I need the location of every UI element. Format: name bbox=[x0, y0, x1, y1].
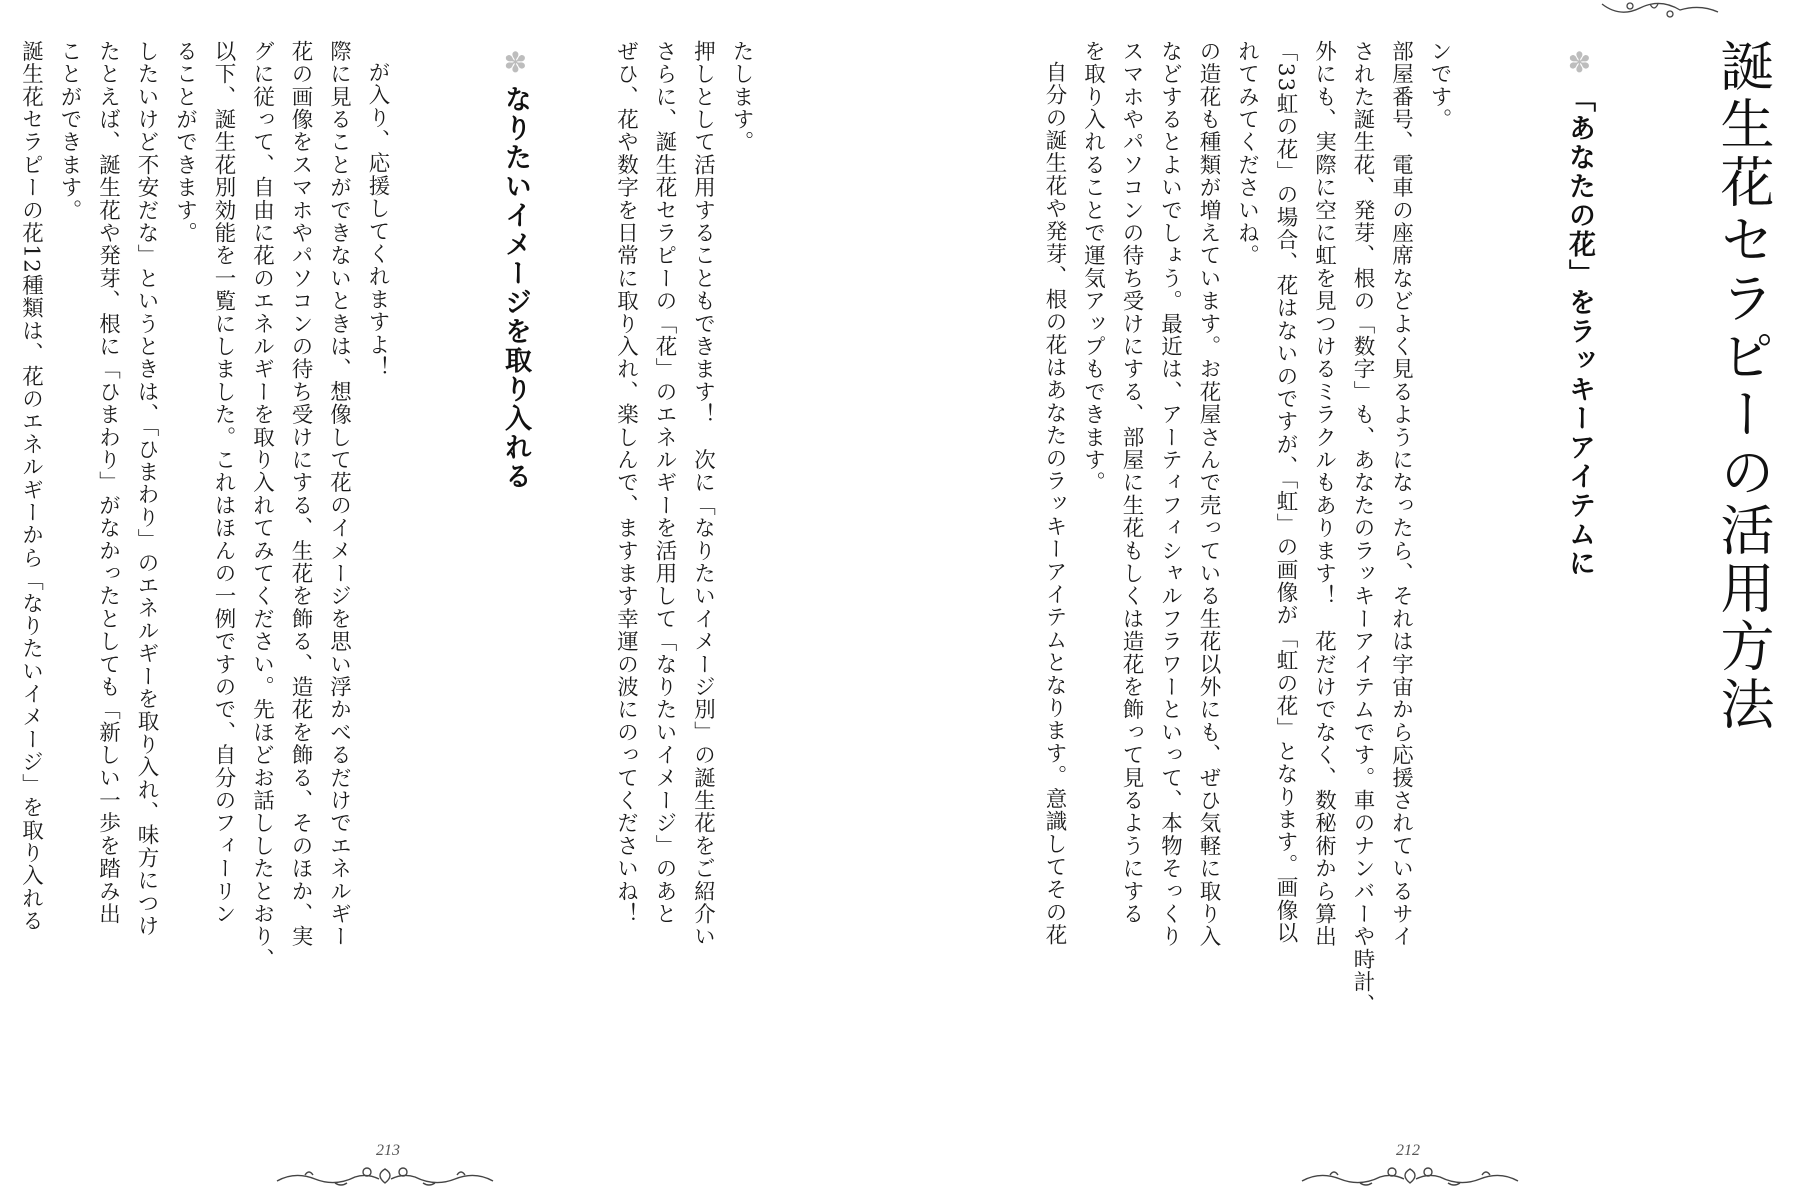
text-line: 誕生花セラピーの花12種類は、花のエネルギーから「なりたいイメージ」を取り入れる bbox=[18, 40, 44, 933]
text-line: スマホやパソコンの待ち受けにする、部屋に生花もしくは造花を飾って見るようにする bbox=[1119, 40, 1144, 926]
top-paragraph bbox=[600, 40, 760, 1090]
text-line: の造花も種類が増えています。お花屋さんで売っている生花以外にも、ぜひ気軽に取り入 bbox=[1196, 40, 1221, 948]
text-line: 自分の誕生花や発芽、根の花はあなたのラッキーアイテムとなります。意識してその花 bbox=[1042, 61, 1067, 947]
text-line: ンです。 bbox=[1427, 40, 1452, 131]
text-line: ることができます。 bbox=[172, 40, 198, 245]
text-line: ことができます。 bbox=[57, 40, 82, 222]
text-line: を取り入れることで運気アップもできます。 bbox=[1080, 40, 1106, 494]
text-line: 部屋番号、電車の座席などよく見るようになったら、それは宇宙から応援されているサイ bbox=[1388, 40, 1414, 948]
section1-heading bbox=[1560, 46, 1599, 578]
right-page bbox=[900, 0, 1800, 1200]
text-line: さらに、誕生花セラピーの「花」のエネルギーを活用して「なりたいイメージ」のあと bbox=[652, 40, 677, 926]
flower-icon: ✽ bbox=[499, 46, 532, 81]
flower-icon: ✽ bbox=[1563, 46, 1596, 81]
section1-body bbox=[1028, 40, 1458, 1090]
text-line: などするとよいでしょう。最近は、アーティフィシャルフラワーといって、本物そっくり bbox=[1157, 40, 1183, 948]
page-title: 誕生花セラピーの活用方法 bbox=[1712, 38, 1775, 734]
page-number-left: 213 bbox=[376, 1142, 400, 1159]
text-line: 押しとして活用することもできます！ 次に「なりたいイメージ別」の誕生花をご紹介い bbox=[690, 40, 716, 948]
text-line: 花の画像をスマホやパソコンの待ち受けにする、生花を飾る、造花を飾る、そのほか、実 bbox=[288, 40, 313, 948]
text-line: が入り、応援してくれますよ！ bbox=[365, 61, 390, 379]
section2-heading bbox=[496, 46, 535, 491]
section2-heading-text: なりたいイメージを取り入れる bbox=[500, 85, 531, 491]
text-line: 「33虹の花」の場合、花はないのですが、「虹」の画像が「虹の花」となります。画像以 bbox=[1273, 40, 1298, 945]
text-line: ぜひ、花や数字を日常に取り入れ、楽しんで、ますます幸運の波にのってくださいね！ bbox=[613, 40, 639, 926]
text-line: たします。 bbox=[729, 40, 754, 154]
text-line: したいけど不安だな」というときは、「ひまわり」のエネルギーを取り入れ、味方につけ bbox=[134, 40, 159, 938]
page-number-right: 212 bbox=[1396, 1142, 1420, 1159]
flourish-ornament-icon bbox=[275, 1163, 495, 1189]
text-line: 際に見ることができないときは、想像して花のイメージを思い浮かべるだけでエネルギー bbox=[326, 40, 352, 948]
text-line: 外にも、実際に空に虹を見つけるミラクルもあります！ 花だけでなく、数秘術から算出 bbox=[1311, 40, 1337, 948]
text-line: 以下、誕生花別効能を一覧にしました。これはほんの一例ですので、自分のフィーリン bbox=[211, 40, 236, 926]
text-line: された誕生花、発芽、根の「数字」も、あなたのラッキーアイテムです。車のナンバーや時計、 bbox=[1350, 40, 1375, 1017]
corner-flourish-icon bbox=[1600, 0, 1720, 22]
flourish-ornament-icon bbox=[1300, 1163, 1520, 1189]
text-line: グに従って、自由に花のエネルギーを取り入れてみてください。先ほどお話ししたとおり、 bbox=[249, 40, 275, 971]
section2-body bbox=[4, 40, 396, 1090]
text-line: れてみてくださいね。 bbox=[1234, 40, 1260, 267]
section1-heading-text: 「あなたの花」をラッキーアイテムに bbox=[1564, 85, 1595, 578]
text-line: たとえば、誕生花や発芽、根に「ひまわり」がなかったとしても「新しい一歩を踏み出 bbox=[95, 40, 121, 926]
